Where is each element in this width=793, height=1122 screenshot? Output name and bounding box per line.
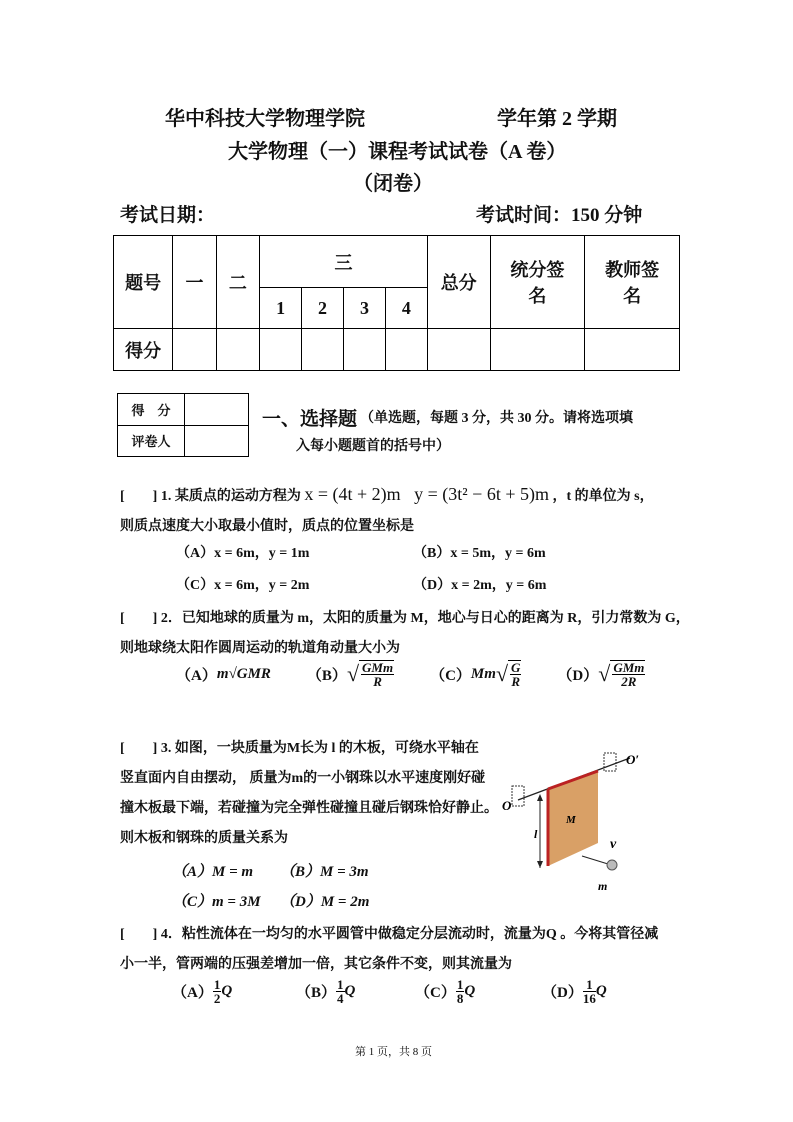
sub-3: 3 — [343, 288, 385, 329]
grader-score-input[interactable] — [185, 394, 249, 426]
q1-stem: 1. 某质点的运动方程为 — [160, 489, 301, 504]
q3-option-d: （D）M = 2m — [280, 894, 370, 910]
grader-input[interactable] — [185, 425, 249, 457]
grader-label: 评卷人 — [118, 425, 185, 457]
score-input[interactable] — [490, 329, 585, 371]
question-3 — [120, 737, 479, 757]
col-3: 三 — [260, 236, 428, 288]
score-input[interactable] — [427, 329, 490, 371]
exam-date-label: 考试日期： — [120, 205, 216, 226]
page-footer: 第 1 页，共 8 页 — [355, 1046, 432, 1058]
score-input[interactable] — [216, 329, 259, 371]
score-input[interactable] — [302, 329, 344, 371]
sub-1: 1 — [260, 288, 302, 329]
q2-option-d-label: （D） — [557, 667, 599, 684]
score-input[interactable] — [385, 329, 427, 371]
label-o-prime: O′ — [626, 752, 640, 767]
q2-option-a: m√GMR — [216, 665, 271, 682]
label-v: v — [610, 837, 617, 852]
sub-4: 4 — [385, 288, 427, 329]
q2-option-d: $\frac{\text{GMm}}{2R}$ — [610, 660, 645, 688]
answer-bracket[interactable]: [ ] — [120, 489, 158, 504]
q1-stem-end: ，t 的单位为 s， — [552, 489, 654, 504]
section-title: 一、选择题 — [262, 409, 358, 430]
label-M: M — [566, 814, 576, 826]
term: 学年第 2 学期 — [497, 108, 617, 130]
q4-option-b: （B） $\frac{1}{4}$ Q — [296, 977, 356, 1006]
sub-2: 2 — [302, 288, 344, 329]
question-2 — [120, 607, 690, 627]
q2-stem: 2．已知地球的质量为 m，太阳的质量为 M，地心与日心的距离为 R，引力常数为 G， — [160, 611, 690, 626]
q1-eq-x: x = (4t + 2)m — [304, 484, 401, 504]
q3-option-c: （C）m = 3M — [172, 894, 261, 910]
school-name: 华中科技大学物理学院 — [165, 108, 365, 130]
section-desc-2: 入每小题题首的括号中） — [296, 439, 450, 454]
section-desc-1: （单选题，每题 3 分，共 30 分。请将选项填 — [360, 411, 633, 426]
answer-bracket[interactable]: [ ] — [120, 611, 158, 626]
teacher-sign-cell: 教师签名 — [585, 236, 680, 329]
q2-option-a-label: （A） — [176, 667, 217, 684]
q1-option-c: （C）x = 6m，y = 2m — [176, 578, 310, 593]
q2-option-c-label: （C） — [430, 667, 471, 684]
col-2: 二 — [216, 236, 259, 329]
exam-type: （闭卷） — [353, 173, 433, 195]
score-input[interactable] — [173, 329, 216, 371]
q4-stem: 4．粘性流体在一均匀的水平圆管中做稳定分层流动时，流量为Q 。今将其管径减 — [160, 927, 659, 942]
tally-sign-cell: 统分签名 — [490, 236, 585, 329]
question-4 — [120, 923, 658, 943]
score-input[interactable] — [260, 329, 302, 371]
q2-option-c: Mm — [470, 665, 496, 682]
q3-line-3: 撞木板最下端，若碰撞为完全弹性碰撞且碰后钢珠恰好静止。 — [120, 801, 498, 816]
course-title: 大学物理（一）课程考试试卷（A 卷） — [228, 141, 567, 163]
total-cell: 总分 — [427, 236, 490, 329]
q3-line-2: 竖直面内自由摆动， 质量为m的一小钢珠以水平速度刚好碰 — [120, 771, 486, 786]
answer-bracket[interactable]: [ ] — [120, 741, 158, 756]
q4-option-c: （C） $\frac{1}{8}$ Q — [415, 977, 476, 1006]
exam-time-label: 考试时间：150 分钟 — [476, 205, 643, 226]
q1-option-a: （A）x = 6m，y = 1m — [176, 546, 310, 561]
q2-option-b-label: （B） — [306, 667, 347, 684]
q3-option-a: （A）M = m — [172, 864, 254, 880]
label-o: O — [502, 798, 512, 813]
col-1: 一 — [173, 236, 216, 329]
board-pendulum-figure — [500, 748, 690, 898]
q1-option-d: （D）x = 2m，y = 6m — [413, 578, 547, 593]
q3-line-4: 则木板和钢珠的质量关系为 — [120, 831, 288, 846]
label-m: m — [598, 879, 608, 893]
q1-eq-y: y = (3t² − 6t + 5)m — [414, 484, 549, 504]
grader-score-label: 得 分 — [118, 394, 185, 426]
score-table — [113, 235, 680, 371]
q2-stem-2: 则地球绕太阳作圆周运动的轨道角动量大小为 — [120, 641, 400, 656]
tihao-cell: 题号 — [114, 236, 173, 329]
q2-options: （A） m√GMR （B） √ $\frac{\text{GMm}}{R}$ （C） Mm √ $\frac{G}{R}$ （D） √ $\frac{\text{GMm}}{2R}$ — [176, 660, 645, 689]
q4-stem-2: 小一半，管两端的压强差增加一倍，其它条件不变，则其流量为 — [120, 957, 512, 972]
q3-line-1: 3. 如图，一块质量为M长为 l 的木板，可绕水平轴在 — [160, 741, 479, 756]
label-l: l — [534, 827, 538, 841]
q1-stem-2: 则质点速度大小取最小值时，质点的位置坐标是 — [120, 519, 414, 534]
q2-option-b: $\frac{\text{GMm}}{R}$ — [359, 660, 394, 688]
q4-option-a: （A） $\frac{1}{2}$ Q — [172, 977, 233, 1006]
score-row-label: 得分 — [114, 329, 173, 371]
grader-box — [117, 393, 249, 457]
q3-option-b: （B）M = 3m — [280, 864, 369, 880]
question-1 — [120, 484, 654, 505]
answer-bracket[interactable]: [ ] — [120, 927, 158, 942]
q4-option-d: （D） $\frac{1}{16}$ Q — [542, 977, 607, 1006]
q1-option-b: （B）x = 5m，y = 6m — [413, 546, 546, 561]
score-input[interactable] — [585, 329, 680, 371]
score-input[interactable] — [343, 329, 385, 371]
